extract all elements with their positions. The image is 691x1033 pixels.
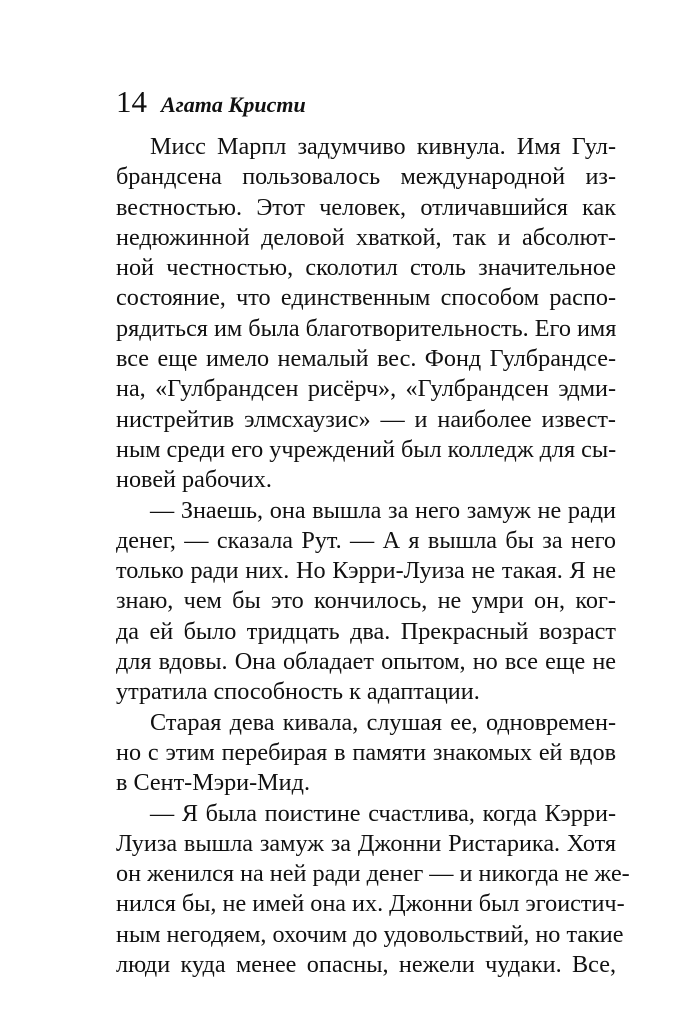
text-line: он женился на ней ради денег — и никогда не же- bbox=[116, 860, 630, 888]
text-line: Луиза вышла замуж за Джонни Ристарика. Хотя bbox=[116, 829, 616, 857]
body-text bbox=[116, 132, 630, 980]
text-line: ным среди его учреждений был колледж для сы- bbox=[116, 435, 617, 463]
text-line: только ради них. Но Кэрри-Луиза не такая. Я не bbox=[116, 557, 616, 585]
text-line: да ей было тридцать два. Прекрасный возраст bbox=[116, 617, 616, 645]
text-line: вестностью. Этот человек, отличавшийся как bbox=[116, 193, 616, 221]
text-line: состояние, что единственным способом распо- bbox=[116, 284, 616, 312]
text-line: в Сент-Мэри-Мид. bbox=[116, 769, 310, 797]
text-line: недюжинной деловой хваткой, так и абсолют- bbox=[116, 223, 616, 251]
text-line: — Знаешь, она вышла за него замуж не ради bbox=[150, 496, 616, 524]
text-line: рядиться им была благотворительность. Его имя bbox=[116, 314, 617, 342]
text-line: люди куда менее опасны, нежели чудаки. Все, bbox=[116, 951, 616, 979]
text-line: денег, — сказала Рут. — А я вышла бы за него bbox=[116, 526, 616, 554]
text-line: знаю, чем бы это кончилось, не умри он, ког- bbox=[116, 587, 616, 615]
text-line: нился бы, не имей она их. Джонни был эгоистич- bbox=[116, 890, 625, 918]
running-head bbox=[116, 86, 616, 132]
text-line: ным негодяем, охочим до удовольствий, но такие bbox=[116, 920, 624, 948]
text-line: нистрейтив элмсхаузис» — и наиболее извест- bbox=[116, 405, 616, 433]
book-author: Агата Кристи bbox=[161, 92, 306, 117]
text-line: утратила способность к адаптации. bbox=[116, 678, 480, 706]
book-page bbox=[116, 84, 630, 980]
text-line: брандсена пользовалось международной из- bbox=[116, 163, 616, 191]
text-line: ной честностью, сколотил столь значительное bbox=[116, 254, 616, 282]
text-line: на, «Гулбрандсен рисёрч», «Гулбрандсен эдми- bbox=[116, 375, 616, 403]
text-line: Мисс Марпл задумчиво кивнула. Имя Гул- bbox=[150, 133, 616, 160]
text-line: все еще имело немалый вес. Фонд Гулбрандсе- bbox=[116, 345, 616, 373]
text-line: для вдовы. Она обладает опытом, но все еще не bbox=[116, 648, 616, 676]
text-line: — Я была поистине счастлива, когда Кэрри- bbox=[150, 799, 616, 827]
text-line: но с этим перебирая в памяти знакомых ей вдов bbox=[116, 738, 616, 766]
page-number: 14 bbox=[116, 84, 147, 119]
text-line: Старая дева кивала, слушая ее, одновремен- bbox=[150, 708, 616, 736]
text-line: новей рабочих. bbox=[116, 466, 272, 494]
